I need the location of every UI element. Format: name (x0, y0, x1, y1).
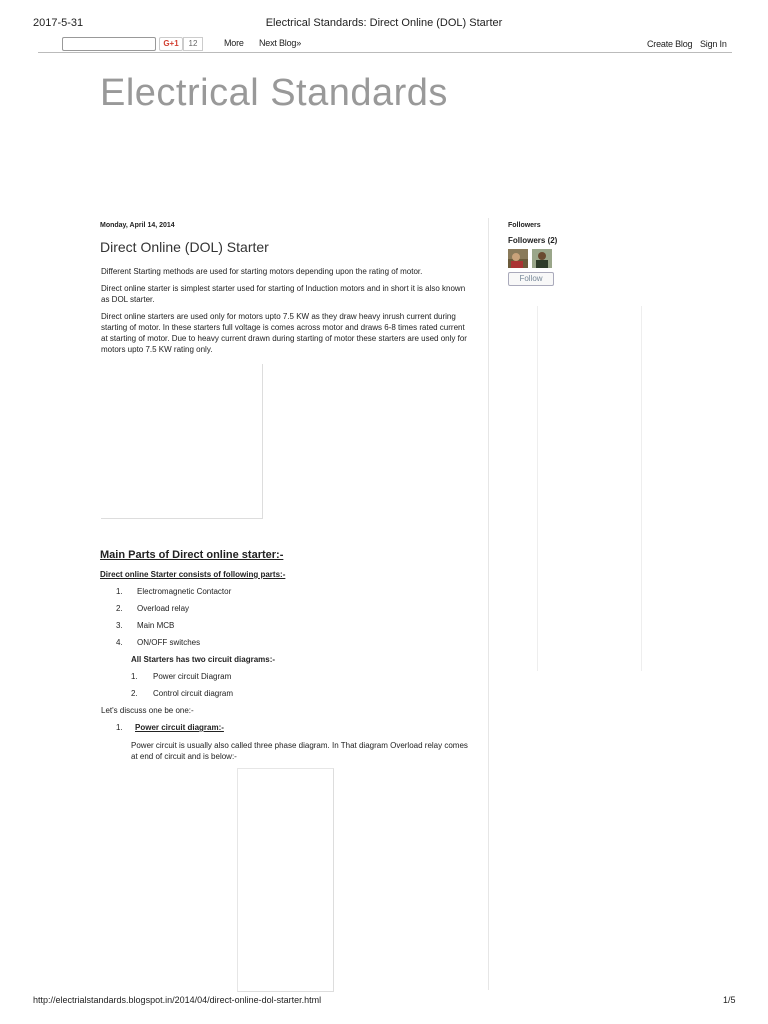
list-number: 1. (116, 723, 123, 732)
list-number: 1. (131, 672, 138, 681)
power-circuit-image-placeholder (237, 768, 334, 992)
followers-widget-title: Followers (508, 222, 541, 229)
post-date: Monday, April 14, 2014 (100, 222, 175, 229)
next-blog-link[interactable]: Next Blog» (259, 38, 302, 48)
power-circuit-heading: Power circuit diagram:- (135, 723, 224, 732)
post-paragraph: Different Starting methods are used for starting motors depending upon the rating of motor. (101, 267, 423, 276)
list-item: Overload relay (137, 604, 190, 613)
power-circuit-text: Power circuit is usually also called three phase diagram. In That diagram Overload relay comes at end of circuit and is below:- (131, 741, 468, 761)
sub-heading: Direct online Starter consists of following parts:- (100, 570, 286, 579)
sign-in-link[interactable]: Sign In (700, 39, 727, 49)
list-number: 4. (116, 638, 123, 647)
gplus-button[interactable]: G+1 (159, 37, 183, 51)
create-blog-link[interactable]: Create Blog (647, 39, 693, 49)
print-page-number: 1/5 (723, 995, 736, 1005)
search-input[interactable] (62, 37, 156, 51)
list-number: 2. (131, 689, 138, 698)
sidebar-frame-placeholder (537, 306, 642, 671)
list-item: ON/OFF switches (137, 638, 201, 647)
print-url: http://electrialstandards.blogspot.in/2014/04/direct-online-dol-starter.html (33, 995, 322, 1005)
print-date: 2017-5-31 (33, 17, 84, 29)
list-item: Electromagnetic Contactor (137, 587, 232, 596)
post-title[interactable]: Direct Online (DOL) Starter (100, 239, 269, 255)
discuss-text: Let's discuss one be one:- (101, 706, 194, 715)
post-image-placeholder (101, 364, 263, 519)
post-paragraph: Direct online starters are used only for motors upto 7.5 KW as they draw heavy inrush current during starting of motor. In these starters full voltage is comes across motor and draws 6-8 times rated current at starting of motor. Due to heavy current drawn during starting of motor these starters are used only for motors upto 7.5 KW rating only. (101, 312, 467, 354)
more-link[interactable]: More (224, 38, 244, 48)
post-paragraph: Direct online starter is simplest starter used for starting of Induction motors and in short it is also known as DOL starter. (101, 284, 466, 304)
navbar-divider (38, 52, 732, 53)
sidebar-divider (488, 218, 489, 990)
followers-count: Followers (2) (508, 236, 558, 245)
list-item: Main MCB (137, 621, 175, 630)
follow-button[interactable]: Follow (508, 272, 554, 286)
blog-title[interactable]: Electrical Standards (100, 72, 448, 114)
follower-avatar[interactable] (508, 249, 528, 268)
gplus-count: 12 (183, 37, 203, 51)
diagrams-intro: All Starters has two circuit diagrams:- (131, 655, 276, 664)
print-title: Electrical Standards: Direct Online (DOL) Starter (265, 17, 503, 29)
list-item: Power circuit Diagram (153, 672, 232, 681)
list-number: 1. (116, 587, 123, 596)
list-number: 2. (116, 604, 123, 613)
list-item: Control circuit diagram (153, 689, 234, 698)
section-heading: Main Parts of Direct online starter:- (100, 549, 284, 561)
follower-avatar[interactable] (532, 249, 552, 268)
list-number: 3. (116, 621, 123, 630)
